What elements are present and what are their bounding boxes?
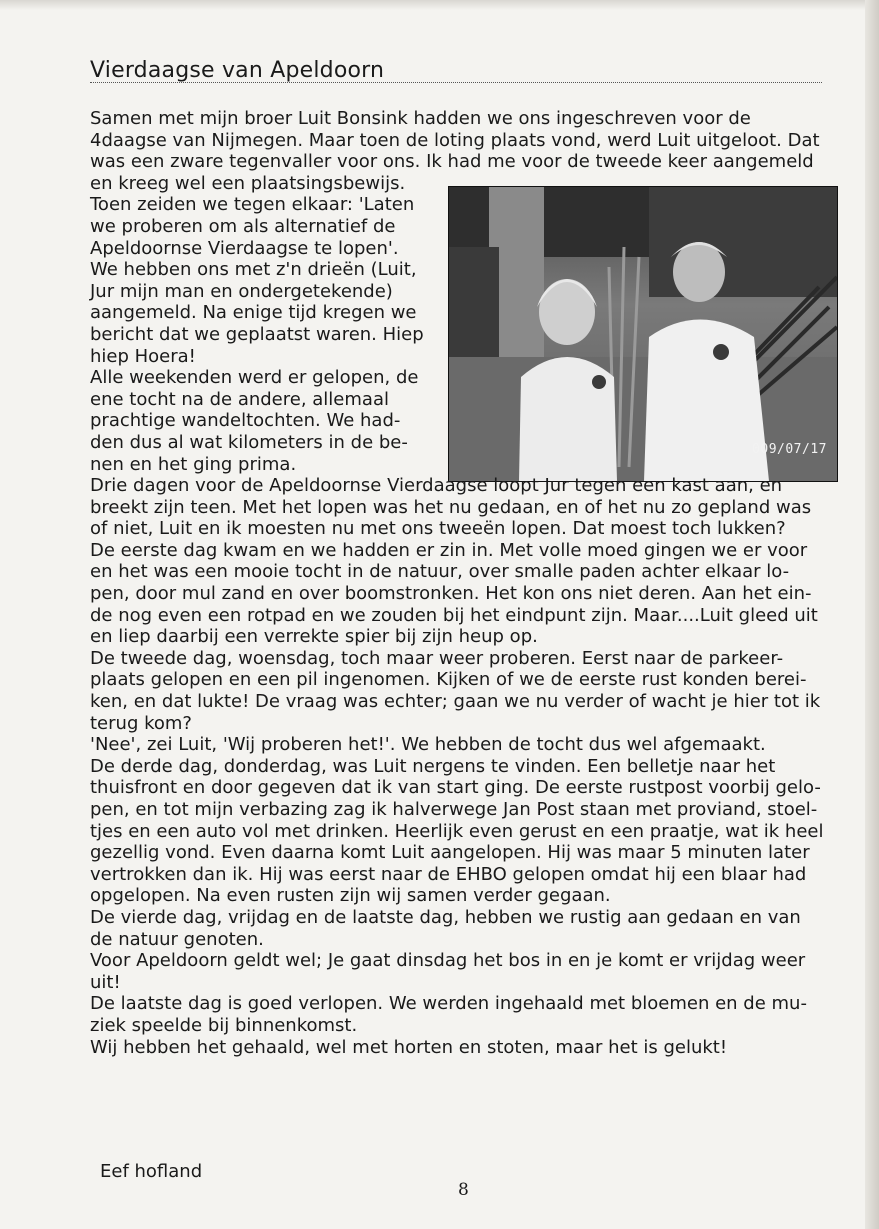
text-line: Samen met mijn broer Luit Bonsink hadden we ons ingeschreven voor de: [90, 108, 751, 129]
paragraph: [90, 907, 825, 950]
text-line: ziek speelde bij binnenkomst.: [90, 1014, 358, 1036]
text-line: tjes en een auto vol met drinken. Heerlijk even gerust en een praatje, wat ik heel: [90, 820, 824, 842]
text-line: ene tocht na de andere, allemaal: [90, 388, 389, 410]
text-line: thuisfront en door gegeven dat ik van start ging. De eerste rustpost voorbij gelo-: [90, 777, 821, 799]
text-line: ken, en dat lukte! De vraag was echter; gaan we nu verder of wacht je hier tot ik: [90, 691, 821, 713]
text-line: prachtige wandeltochten. We had-: [90, 410, 401, 432]
text-line: De laatste dag is goed verlopen. We werden ingehaald met bloemen en de mu-: [90, 993, 807, 1015]
text-line: de nog even een rotpad en we zouden bij het eindpunt zijn. Maar....Luit gleed uit: [90, 604, 818, 626]
article-body: [90, 108, 825, 1058]
text-line: nen en het ging prima.: [90, 453, 297, 475]
text-line: de natuur genoten.: [90, 928, 264, 950]
text-line: gezellig vond. Even daarna komt Luit aangelopen. Hij was maar 5 minuten later: [90, 842, 810, 864]
text-line: vertrokken dan ik. Hij was eerst naar de EHBO gelopen omdat hij een blaar had: [90, 863, 807, 885]
paragraph: [90, 194, 825, 367]
title-dotted-rule: [90, 82, 822, 83]
paragraph: [90, 540, 825, 648]
author-signature: Eef hofland: [100, 1161, 203, 1182]
text-line: Voor Apeldoorn geldt wel; Je gaat dinsdag het bos in en je komt er vrijdag weer: [90, 950, 806, 972]
text-line: Alle weekenden werd er gelopen, de: [90, 367, 419, 389]
text-line: breekt zijn teen. Met het lopen was het nu gedaan, en of het nu zo gepland was: [90, 496, 812, 518]
text-line: uit!: [90, 971, 121, 993]
paragraph: [90, 756, 825, 907]
page-number: 8: [458, 1180, 469, 1200]
text-line: plaats gelopen en een pil ingenomen. Kijken of we de eerste rust konden berei-: [90, 669, 807, 691]
text-line: den dus al wat kilometers in de be-: [90, 431, 408, 453]
text-line: of niet, Luit en ik moesten nu met ons tweeën lopen. Dat moest toch lukken?: [90, 518, 786, 540]
paragraph: [90, 367, 825, 475]
text-line: Drie dagen voor de Apeldoornse Vierdaagse loopt Jur tegen een kast aan, en: [90, 475, 783, 497]
paragraph: [90, 950, 825, 993]
text-line: pen, door mul zand en over boomstronken. Het kon ons niet deren. Aan het ein-: [90, 583, 812, 605]
text-line: we proberen om als alternatief de: [90, 215, 396, 237]
photo-date-stamp: 009/07/17: [752, 442, 827, 457]
text-line: De vierde dag, vrijdag en de laatste dag, hebben we rustig aan gedaan en van: [90, 906, 801, 928]
article-title: Vierdaagse van Apeldoorn: [90, 58, 385, 83]
text-line: 4daagse van Nijmegen. Maar toen de loting plaats vond, werd Luit uitgeloot. Dat: [90, 129, 820, 151]
text-line: en liep daarbij een verrekte spier bij zijn heup op.: [90, 626, 538, 648]
paragraph: [90, 475, 825, 540]
page-right-edge: [865, 0, 879, 1229]
text-line: We hebben ons met z'n drieën (Luit,: [90, 259, 417, 281]
text-line: en kreeg wel een plaatsingsbewijs.: [90, 172, 406, 194]
paragraph: [90, 648, 825, 734]
text-line: aangemeld. Na enige tijd kregen we: [90, 302, 417, 324]
paragraph: [90, 993, 825, 1036]
text-line: Toen zeiden we tegen elkaar: 'Laten: [90, 194, 415, 216]
text-line: De tweede dag, woensdag, toch maar weer proberen. Eerst naar de parkeer-: [90, 647, 784, 669]
page-top-shadow: [0, 0, 879, 10]
text-line: terug kom?: [90, 712, 192, 734]
text-line: Apeldoornse Vierdaagse te lopen'.: [90, 237, 399, 259]
text-line: hiep Hoera!: [90, 345, 196, 367]
text-line: en het was een mooie tocht in de natuur, over smalle paden achter elkaar lo-: [90, 561, 790, 583]
text-line: was een zware tegenvaller voor ons. Ik had me voor de tweede keer aangemeld: [90, 151, 814, 173]
text-line: opgelopen. Na even rusten zijn wij samen verder gegaan.: [90, 885, 611, 907]
paragraph: [90, 1037, 825, 1059]
text-line: Wij hebben het gehaald, wel met horten en stoten, maar het is gelukt!: [90, 1036, 728, 1058]
paragraph: [90, 734, 825, 756]
text-line: pen, en tot mijn verbazing zag ik halverwege Jan Post staan met proviand, stoel-: [90, 799, 818, 820]
text-line: Jur mijn man en ondergetekende): [90, 280, 393, 302]
text-line: 'Nee', zei Luit, 'Wij proberen het!'. We hebben de tocht dus wel afgemaakt.: [90, 734, 766, 756]
text-line: De eerste dag kwam en we hadden er zin in. Met volle moed gingen we er voor: [90, 539, 808, 561]
text-line: bericht dat we geplaatst waren. Hiep: [90, 323, 424, 345]
text-line: De derde dag, donderdag, was Luit nergens te vinden. Een belletje naar het: [90, 755, 776, 777]
paragraph: [90, 108, 825, 194]
